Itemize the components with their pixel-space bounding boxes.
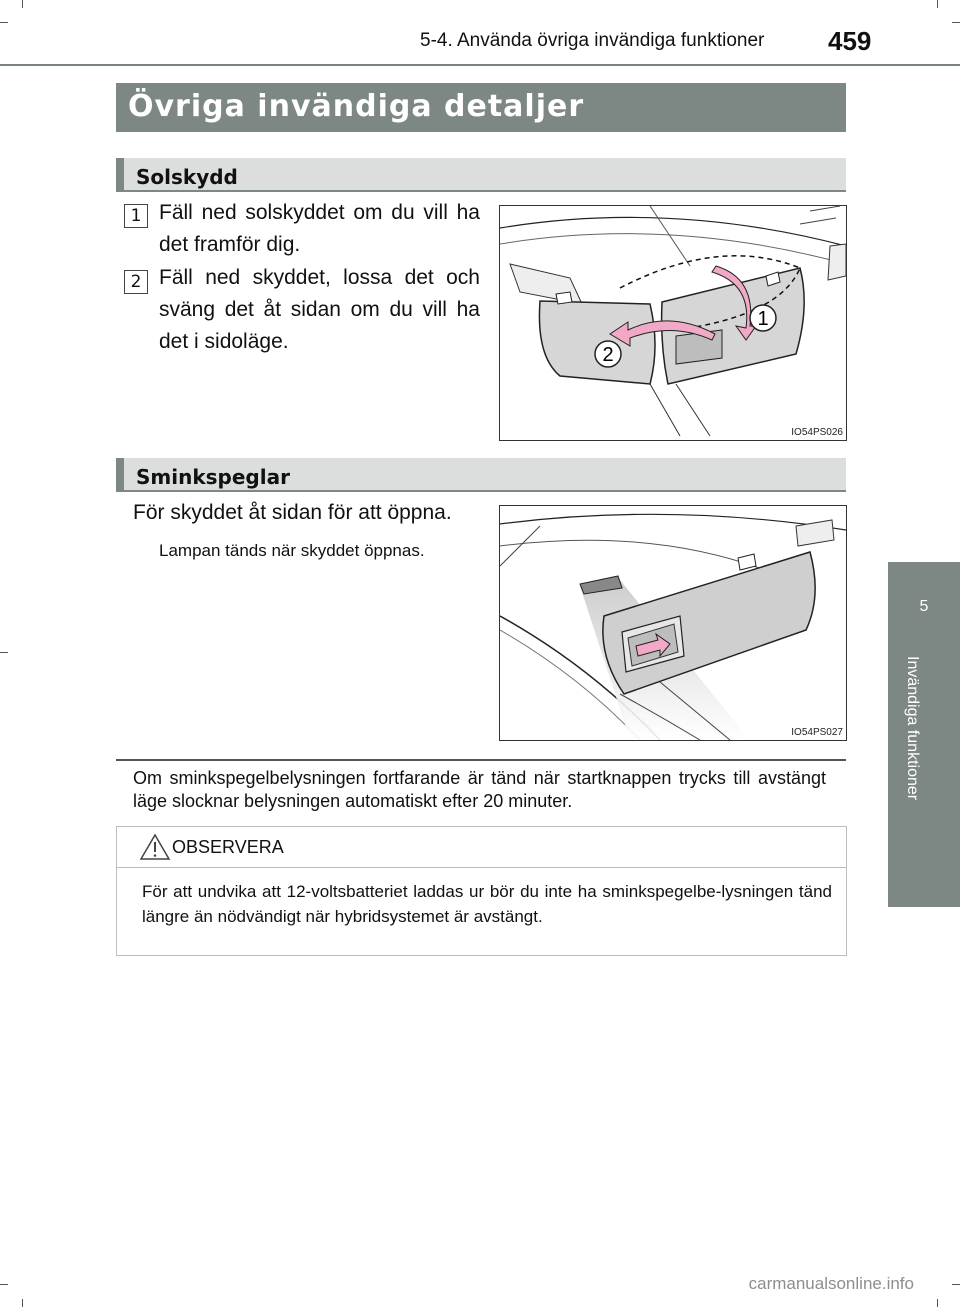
- crop-mark: [937, 1299, 938, 1307]
- step-number-1: 1: [124, 204, 148, 228]
- caution-text: För att undvika att 12-voltsbatteriet laddas ur bör du inte ha sminkspegelbe-lysningen tänd längre än nödvändigt när hybridsystemet är avstängt.: [142, 882, 832, 926]
- crop-mark: [0, 652, 8, 653]
- info-note: Om sminkspegelbelysningen fortfarande är tänd när startknappen trycks till avstängt läge slocknar belysningen automatiskt efter 20 minuter.: [133, 768, 826, 811]
- page-number: 459: [828, 26, 872, 56]
- watermark: carmanualsonline.info: [748, 1274, 914, 1293]
- crop-mark: [22, 1299, 23, 1307]
- section-title: 5-4. Använda övriga invändiga funktioner: [420, 30, 765, 51]
- vanity-mirror-heading: [116, 458, 846, 492]
- sun-visor-illustration: [500, 206, 846, 440]
- vanity-mirror-illustration: [500, 506, 846, 740]
- header-rule: [0, 64, 960, 66]
- caution-title: OBSERVERA: [172, 837, 284, 857]
- vanity-mirror-figure: [499, 505, 847, 741]
- warning-triangle-icon: [139, 833, 171, 861]
- callout-2: 2: [602, 344, 614, 366]
- crop-mark: [937, 0, 938, 8]
- sun-visor-heading-text: Solskydd: [136, 165, 238, 189]
- vanity-mirror-heading-text: Sminkspeglar: [136, 465, 290, 489]
- page-title: Övriga invändiga detaljer: [128, 89, 585, 124]
- vanity-mirror-instruction: För skyddet åt sidan för att öppna.: [133, 501, 452, 524]
- chapter-label: Invändiga funktioner: [904, 656, 921, 801]
- caution-box: [116, 826, 847, 956]
- step-2-text: Fäll ned skyddet, lossa det och sväng det åt sidan om du vill ha det i sidoläge.: [159, 266, 480, 353]
- crop-mark: [952, 22, 960, 23]
- crop-mark: [22, 0, 23, 8]
- figure-code: IO54PS027: [791, 727, 843, 738]
- vanity-mirror-detail: Lampan tänds när skyddet öppnas.: [159, 541, 425, 560]
- callout-1: 1: [757, 308, 769, 330]
- caution-header: [117, 827, 846, 868]
- crop-mark: [0, 1284, 8, 1285]
- crop-mark: [952, 1284, 960, 1285]
- note-divider: [116, 759, 846, 761]
- step-number-2: 2: [124, 270, 148, 294]
- step-1-text: Fäll ned solskyddet om du vill ha det framför dig.: [159, 201, 480, 256]
- chapter-number: 5: [919, 598, 929, 615]
- crop-mark: [0, 22, 8, 23]
- sun-visor-figure: [499, 205, 847, 441]
- chapter-side-tab: [888, 562, 960, 907]
- page-title-banner: [116, 83, 846, 132]
- sun-visor-heading: [116, 158, 846, 192]
- figure-code: IO54PS026: [791, 427, 843, 438]
